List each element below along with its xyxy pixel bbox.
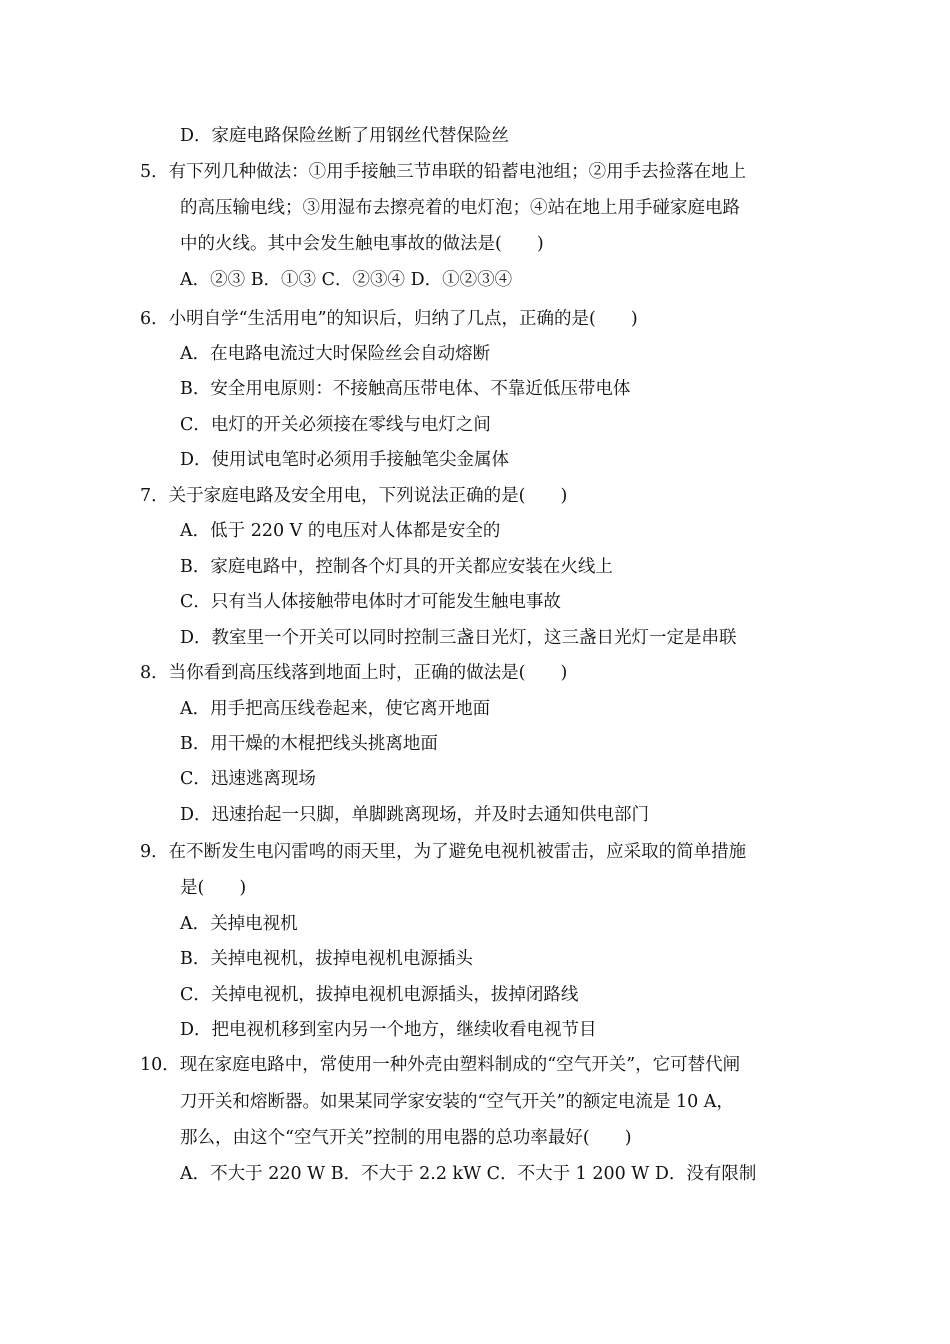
q8-stem: 8．当你看到高压线落到地面上时，正确的做法是( ) [140,663,568,683]
q7-option-b: B．家庭电路中，控制各个灯具的开关都应安装在火线上 [180,557,613,577]
q8-option-d: D．迅速抬起一只脚，单脚跳离现场，并及时去通知供电部门 [180,805,650,825]
q6-option-b: B．安全用电原则：不接触高压带电体、不靠近低压带电体 [180,379,631,399]
q10-stem-line-2: 刀开关和熔断器。如果某同学家安装的“空气开关”的额定电流是 10 A， [180,1092,734,1112]
q8-option-b: B．用干燥的木棍把线头挑离地面 [180,734,438,754]
q10-options: A．不大于 220 W B．不大于 2.2 kW C．不大于 1 200 W D．没有限制 [180,1164,757,1184]
q9-stem-line-1: 9．在不断发生电闪雷鸣的雨天里，为了避免电视机被雷击，应采取的简单措施 [140,842,747,862]
q9-stem-line-2: 是( ) [180,878,247,898]
q7-option-d: D．教室里一个开关可以同时控制三盏日光灯，这三盏日光灯一定是串联 [180,628,737,648]
q9-option-d: D．把电视机移到室内另一个地方，继续收看电视节目 [180,1020,597,1040]
q7-option-a: A．低于 220 V 的电压对人体都是安全的 [180,521,501,541]
q6-option-c: C．电灯的开关必须接在零线与电灯之间 [180,415,491,435]
q9-option-c: C．关掉电视机，拔掉电视机电源插头，拔掉闭路线 [180,985,579,1005]
q9-option-a: A．关掉电视机 [180,914,298,934]
q10-stem-line-1: 10．现在家庭电路中，常使用一种外壳由塑料制成的“空气开关”，它可替代闸 [140,1055,741,1075]
q9-option-b: B．关掉电视机，拔掉电视机电源插头 [180,949,473,969]
q5-options: A．②③ B．①③ C．②③④ D．①②③④ [180,270,513,290]
q6-option-a: A．在电路电流过大时保险丝会自动熔断 [180,344,491,364]
q8-option-a: A．用手把高压线卷起来，使它离开地面 [180,699,491,719]
q6-stem: 6．小明自学“生活用电”的知识后，归纳了几点，正确的是( ) [140,309,638,329]
q8-option-c: C．迅速逃离现场 [180,769,316,789]
q7-stem: 7．关于家庭电路及安全用电，下列说法正确的是( ) [140,486,568,506]
q6-option-d: D．使用试电笔时必须用手接触笔尖金属体 [180,450,510,470]
q5-stem-line-3: 中的火线。其中会发生触电事故的做法是( ) [180,234,544,254]
q7-option-c: C．只有当人体接触带电体时才可能发生触电事故 [180,592,561,612]
q5-stem-line-1: 5．有下列几种做法：①用手接触三节串联的铅蓄电池组；②用手去捡落在地上 [140,162,747,182]
q10-stem-line-3: 那么，由这个“空气开关”控制的用电器的总功率最好( ) [180,1128,632,1148]
q5-stem-line-2: 的高压输电线；③用湿布去擦亮着的电灯泡；④站在地上用手碰家庭电路 [180,198,740,218]
q4-option-d: D．家庭电路保险丝断了用钢丝代替保险丝 [180,126,510,146]
